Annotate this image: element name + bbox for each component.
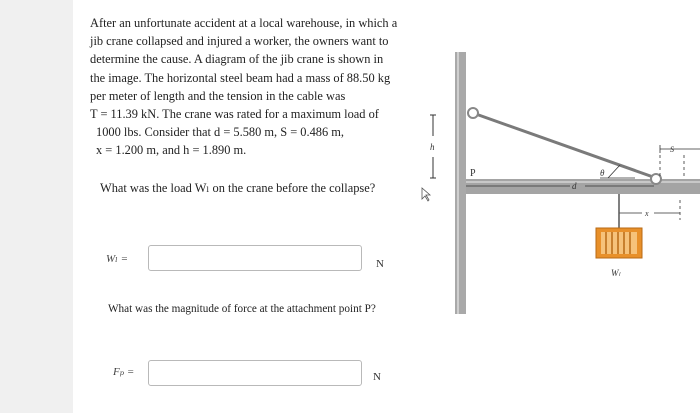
load-answer-label: Wₗ = <box>106 253 129 265</box>
load-wl-label: Wₗ <box>611 268 620 278</box>
problem-line: x = 1.200 m, and h = 1.890 m. <box>96 143 247 158</box>
question-load-text: What was the load Wₗ on the crane before the collapse? <box>100 181 376 195</box>
force-answer-label: Fₚ = <box>113 366 135 378</box>
cable-pin-end <box>651 174 661 184</box>
crane-column <box>455 52 466 314</box>
problem-line: the image. The horizontal steel beam had a mass of 88.50 kg <box>90 70 391 85</box>
problem-line: determine the cause. A diagram of the jib crane is shown in <box>90 52 384 67</box>
problem-line: per meter of length and the tension in the cable was <box>90 88 346 103</box>
force-unit-label: N <box>373 371 381 383</box>
dimension-d-label: d <box>572 181 577 191</box>
cursor-icon <box>422 188 430 201</box>
angle-theta-label: θ <box>600 168 605 178</box>
problem-line: 1000 lbs. Consider that d = 5.580 m, S = 0.486 m, <box>96 125 345 140</box>
problem-line: T = 11.39 kN. The crane was rated for a maximum load of <box>90 107 379 122</box>
problem-line: jib crane collapsed and injured a worker, the owners want to <box>90 34 389 49</box>
dimension-s-label: S <box>670 145 674 154</box>
cable-pin-top <box>468 108 478 118</box>
dimension-h-label: h <box>430 142 435 152</box>
problem-line: After an unfortunate accident at a local warehouse, in which a <box>90 16 398 30</box>
dimension-x-label: x <box>645 209 649 218</box>
point-p-label: P <box>470 168 476 179</box>
question-force-text: What was the magnitude of force at the attachment point P? <box>108 303 376 315</box>
support-cable <box>473 113 656 178</box>
load-unit-label: N <box>376 258 384 270</box>
